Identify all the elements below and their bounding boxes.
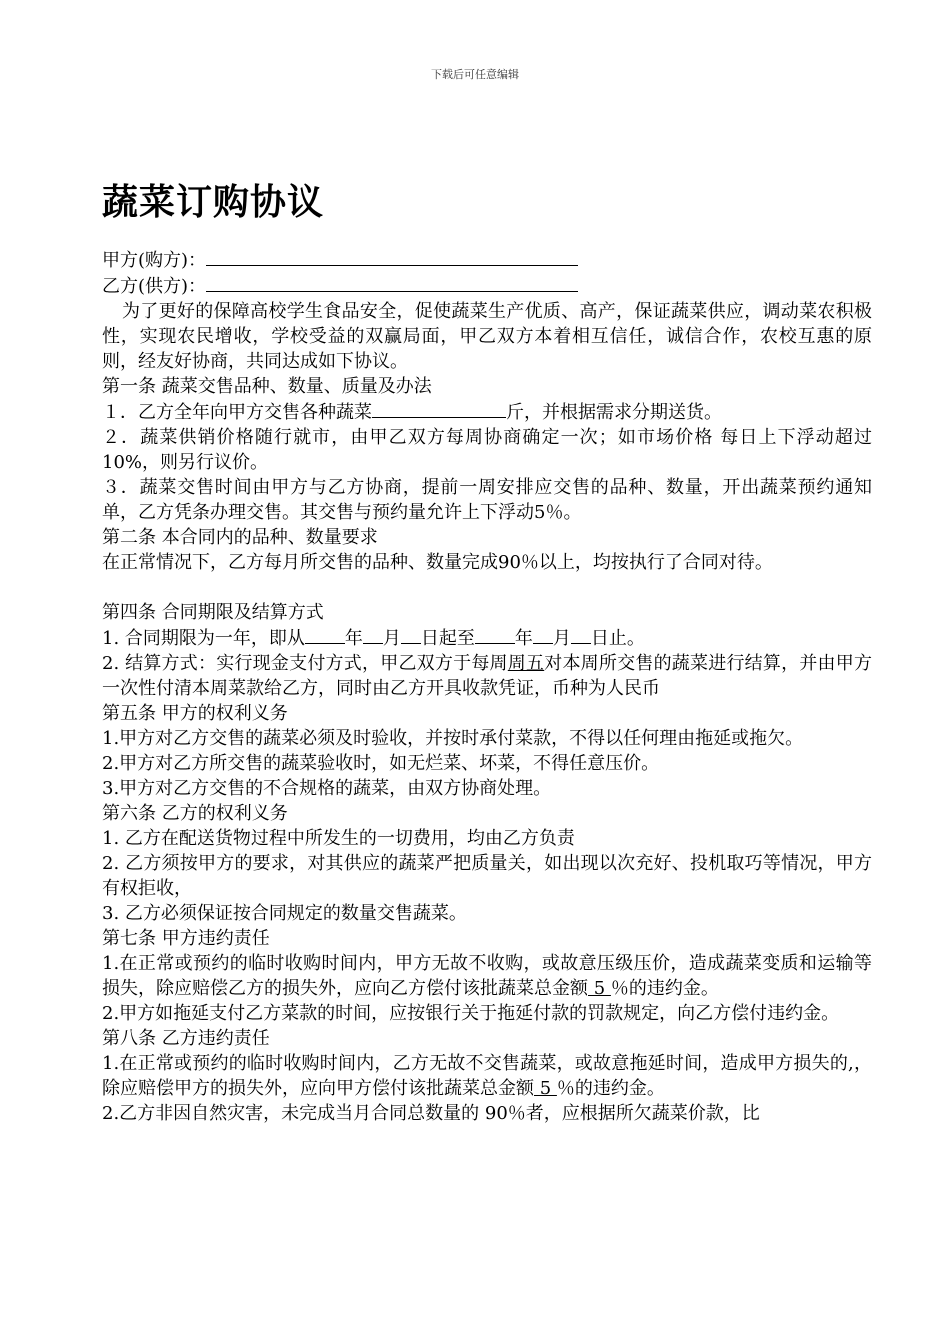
article-4-item-2 — [102, 651, 872, 701]
article-8-heading: 第八条 乙方违约责任 — [102, 1028, 270, 1049]
start-year-blank[interactable] — [305, 625, 345, 644]
party-a-label: 甲方(购方)： — [102, 250, 207, 271]
article-5-item-2: 2.甲方对乙方所交售的蔬菜验收时，如无烂菜、坏菜，不得任意压价。 — [102, 753, 660, 774]
start-day-blank[interactable] — [401, 625, 421, 644]
article-7-item-1-text-b: ％的违约金。 — [610, 978, 719, 999]
penalty-percent: 5 — [588, 978, 611, 999]
article-6-item-3: 3. 乙方必须保证按合同规定的数量交售蔬菜。 — [102, 903, 467, 924]
day-label: 日止。 — [590, 628, 645, 649]
article-1-item-1-text-a: １．乙方全年向甲方交售各种蔬菜 — [102, 402, 372, 423]
article-4-item-1-text: 1. 合同期限为一年，即从 — [102, 628, 305, 649]
article-7-heading: 第七条 甲方违约责任 — [102, 928, 270, 949]
party-b-line — [102, 273, 872, 299]
penalty-percent: 5 — [534, 1078, 557, 1099]
document-title: 蔬菜订购协议 — [102, 181, 325, 223]
page-header: 下载后可任意编辑 — [431, 68, 519, 81]
article-5-item-1: 1.甲方对乙方交售的蔬菜必须及时验收，并按时承付菜款，不得以任何理由拖延或拖欠。 — [102, 728, 804, 749]
article-5-item-3: 3.甲方对乙方交售的不合规格的蔬菜，由双方协商处理。 — [102, 778, 552, 799]
end-year-blank[interactable] — [475, 625, 515, 644]
article-5-heading: 第五条 甲方的权利义务 — [102, 703, 288, 724]
article-4-item-1 — [102, 625, 872, 651]
article-6-item-2: 2. 乙方须按甲方的要求，对其供应的蔬菜严把质量关，如出现以次充好、投机取巧等情况，甲方有权拒收， — [102, 853, 872, 899]
month-label: 月 — [552, 628, 571, 649]
article-8-item-1 — [102, 1051, 872, 1101]
start-month-blank[interactable] — [363, 625, 383, 644]
party-b-label: 乙方(供方)： — [102, 276, 207, 297]
article-1-heading: 第一条 蔬菜交售品种、数量、质量及办法 — [102, 376, 432, 397]
settlement-day: 周五 — [507, 653, 545, 674]
party-a-line — [102, 247, 872, 273]
party-b-blank[interactable] — [206, 273, 578, 292]
article-1-item-2: ２．蔬菜供销价格随行就市，由甲乙双方每周协商确定一次；如市场价格 每日上下浮动超过10%，则另行议价。 — [102, 427, 872, 473]
article-6-item-1: 1. 乙方在配送货物过程中所发生的一切费用，均由乙方负责 — [102, 828, 575, 849]
paragraph-gap — [102, 575, 872, 600]
article-7-item-1-text-a: 1.在正常或预约的临时收购时间内，甲方无故不收购，或故意压级压价，造成蔬菜变质和运输等损失，除应赔偿乙方的损失外，应向乙方偿付该批蔬菜总金额 — [102, 953, 872, 999]
end-month-blank[interactable] — [533, 625, 553, 644]
article-1-item-1 — [102, 399, 872, 425]
article-8-item-1-text-b: ％的违约金。 — [556, 1078, 665, 1099]
article-6-heading: 第六条 乙方的权利义务 — [102, 803, 288, 824]
article-8-item-1-text-a: 1.在正常或预约的临时收购时间内，乙方无故不交售蔬菜，或故意拖延时间，造成甲方损失的,，除应赔偿甲方的损失外，应向甲方偿付该批蔬菜总金额 — [102, 1053, 872, 1099]
article-4-heading: 第四条 合同期限及结算方式 — [102, 602, 324, 623]
article-7-item-1 — [102, 951, 872, 1001]
day-label: 日起至 — [420, 628, 475, 649]
article-4-item-2-text-a: 2. 结算方式：实行现金支付方式，甲乙双方于每周 — [102, 653, 508, 674]
year-label: 年 — [514, 628, 533, 649]
intro-paragraph: 为了更好的保障高校学生食品安全，促使蔬菜生产优质、高产，保证蔬菜供应，调动菜农积极性，实现农民增收，学校受益的双赢局面，甲乙双方本着相互信任，诚信合作，农校互惠的原则，经友好协商，共同达成如下协议。 — [102, 301, 872, 372]
article-4-item-2-text-b: 对本周所交售的蔬菜进行结算，并由甲方一次性付清本周菜款给乙方，同时由乙方开具收款凭证，币种为人民币 — [102, 653, 873, 699]
article-7-item-2: 2.甲方如拖延支付乙方菜款的时间，应按银行关于拖延付款的罚款规定，向乙方偿付违约金。 — [102, 1003, 840, 1024]
article-2-heading: 第二条 本合同内的品种、数量要求 — [102, 527, 378, 548]
article-1-item-3: ３．蔬菜交售时间由甲方与乙方协商，提前一周安排应交售的品种、数量，开出蔬菜预约通知单，乙方凭条办理交售。其交售与预约量允许上下浮动5％。 — [102, 477, 872, 523]
end-day-blank[interactable] — [571, 625, 591, 644]
article-2-paragraph: 在正常情况下，乙方每月所交售的品种、数量完成90％以上，均按执行了合同对待。 — [102, 552, 773, 573]
article-1-item-1-text-b: 斤，并根据需求分期送货。 — [506, 402, 722, 423]
document-body — [102, 247, 872, 1126]
article-8-item-2: 2.乙方非因自然灾害，未完成当月合同总数量的 90％者，应根据所欠蔬菜价款，比 — [102, 1103, 760, 1124]
party-a-blank[interactable] — [206, 247, 578, 266]
year-label: 年 — [344, 628, 363, 649]
month-label: 月 — [382, 628, 401, 649]
quantity-blank[interactable] — [372, 399, 506, 418]
